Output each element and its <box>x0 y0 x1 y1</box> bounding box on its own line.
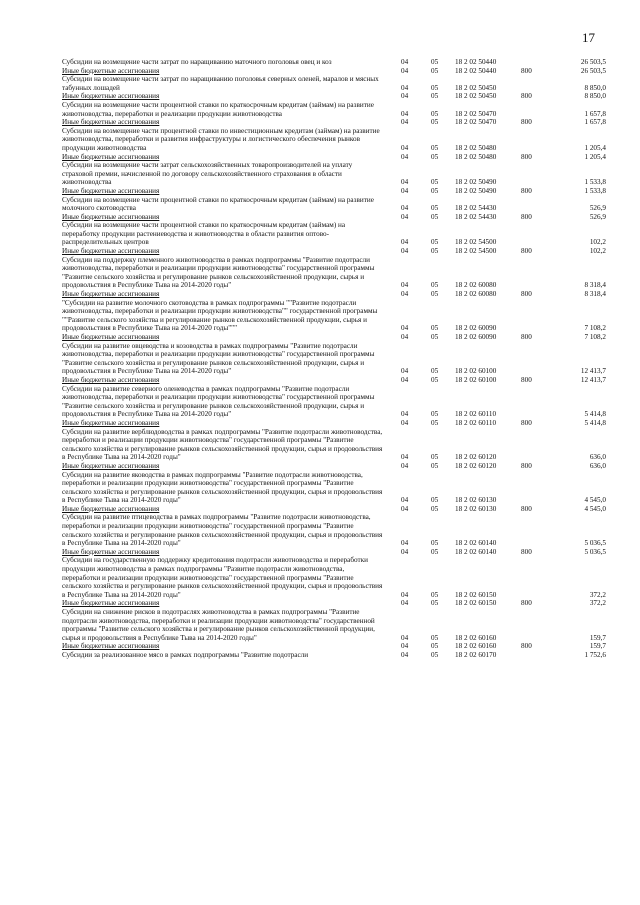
row-section-code: 04 <box>401 212 409 221</box>
table-row <box>0 333 640 342</box>
table-row <box>0 513 640 547</box>
row-subsection-code: 05 <box>431 178 439 187</box>
table-row <box>0 299 640 333</box>
row-expense-type: 800 <box>521 212 532 221</box>
row-section-code: 04 <box>401 547 409 556</box>
row-section-code: 04 <box>401 453 409 462</box>
row-target-article: 18 2 02 60140 <box>455 539 497 548</box>
row-subsection-code: 05 <box>431 504 439 513</box>
table-row <box>0 101 640 118</box>
table-row <box>0 247 640 256</box>
row-expense-type: 800 <box>521 118 532 127</box>
row-amount: 8 850,0 <box>584 83 606 92</box>
row-target-article: 18 2 02 54430 <box>455 212 497 221</box>
row-target-article: 18 2 02 50480 <box>455 143 497 152</box>
table-row <box>0 505 640 514</box>
table-row <box>0 608 640 642</box>
row-amount: 8 318,4 <box>584 290 606 299</box>
row-target-article: 18 2 02 60150 <box>455 590 497 599</box>
row-subsection-code: 05 <box>431 642 439 651</box>
row-section-code: 04 <box>401 83 409 92</box>
row-section-code: 04 <box>401 247 409 256</box>
row-name: Субсидии на возмещение части затрат по наращиванию маточного поголовья овец и коз <box>62 58 332 66</box>
row-subsection-code: 05 <box>431 590 439 599</box>
row-amount: 4 545,0 <box>584 504 606 513</box>
budget-table <box>0 58 640 660</box>
row-amount: 102,2 <box>589 238 606 247</box>
row-subsection-code: 05 <box>431 66 439 75</box>
row-name: Иные бюджетные ассигнования <box>62 247 160 256</box>
row-section-code: 04 <box>401 143 409 152</box>
row-name: Субсидии на возмещение части затрат по наращиванию поголовья северных оленей, маралов и мясных табунных лошадей <box>62 75 379 92</box>
row-target-article: 18 2 02 60130 <box>455 504 497 513</box>
row-expense-type: 800 <box>521 461 532 470</box>
row-section-code: 04 <box>401 590 409 599</box>
row-name: Субсидии на развитие птицеводства в рамках подпрограммы "Развитие подотрасли животноводства, переработки и реализации продукции животноводства" государственной программы "Развитие сельского хозяйства и регулирование рынков сельскохозяйственной продукции, сырья и продовольствия в Республике Тыва на 2014-2020 годы" <box>62 513 383 548</box>
row-section-code: 04 <box>401 290 409 299</box>
row-name: Иные бюджетные ассигнования <box>62 642 160 651</box>
row-expense-type: 800 <box>521 247 532 256</box>
table-row <box>0 599 640 608</box>
row-name: Иные бюджетные ассигнования <box>62 152 160 161</box>
row-section-code: 04 <box>401 333 409 341</box>
row-name: Иные бюджетные ассигнования <box>62 504 160 513</box>
row-subsection-code: 05 <box>431 496 439 505</box>
row-amount: 372,2 <box>589 590 606 599</box>
table-row <box>0 213 640 222</box>
row-target-article: 18 2 02 60120 <box>455 453 497 462</box>
row-amount: 26 503,5 <box>580 66 606 75</box>
row-subsection-code: 05 <box>431 547 439 556</box>
row-subsection-code: 05 <box>431 247 439 256</box>
row-name: Иные бюджетные ассигнования <box>62 118 160 127</box>
row-section-code: 04 <box>401 410 409 419</box>
row-subsection-code: 05 <box>431 83 439 92</box>
table-row <box>0 58 640 67</box>
row-subsection-code: 05 <box>431 367 439 376</box>
row-name: Субсидии на возмещение части затрат сельскохозяйственных товаропроизводителей на уплату страховой премии, начисленной по договору сельскохозяйственного страхования в области животноводства <box>62 161 353 187</box>
row-target-article: 18 2 02 60090 <box>455 324 497 333</box>
row-section-code: 04 <box>401 375 409 384</box>
row-section-code: 04 <box>401 109 409 118</box>
row-subsection-code: 05 <box>431 599 439 608</box>
table-row <box>0 556 640 599</box>
row-expense-type: 800 <box>521 186 532 195</box>
page-number: 17 <box>582 30 595 45</box>
row-section-code: 04 <box>401 238 409 247</box>
row-name: Субсидии на возмещение части процентной ставки по краткосрочным кредитам (займам) на развитие молочного скотоводства <box>62 195 374 213</box>
table-row <box>0 290 640 299</box>
row-target-article: 18 2 02 50440 <box>455 58 497 66</box>
row-name: Иные бюджетные ассигнования <box>62 375 160 384</box>
table-row <box>0 376 640 385</box>
table-row <box>0 221 640 247</box>
row-name: Субсидии на развитие яководства в рамках подпрограммы "Развитие подотрасли животноводства, переработки и реализации продукции животноводства" государственной программы "Развитие сельского хозяйства и регулирование рынков сельскохозяйственной продукции, сырья и продовольствия в Республике Тыва на 2014-2020 годы" <box>62 470 383 505</box>
row-subsection-code: 05 <box>431 410 439 419</box>
row-subsection-code: 05 <box>431 92 439 101</box>
row-amount: 526,9 <box>589 212 606 221</box>
row-target-article: 18 2 02 60140 <box>455 547 497 556</box>
row-section-code: 04 <box>401 152 409 161</box>
row-subsection-code: 05 <box>431 152 439 161</box>
row-section-code: 04 <box>401 118 409 127</box>
row-name: Субсидии на возмещение части процентной ставки по краткосрочным кредитам (займам) на переработку продукции растениеводства и животноводства в области развития оптово-распределительных центров <box>62 221 346 247</box>
row-name: Субсидии на развитие овцеводства и козоводства в рамках подпрограммы "Развитие подотрасли животноводства, переработки и реализации продукции животноводства" государственной программы "Развитие сельского хозяйства и регулирование рынков сельскохозяйственной продукции, сырья и продовольствия в Республике Тыва на 2014-2020 годы" <box>62 341 375 376</box>
row-amount: 4 545,0 <box>584 496 606 505</box>
row-amount: 7 108,2 <box>584 333 606 341</box>
row-name: Субсидии на поддержку племенного животноводства в рамках подпрограммы "Развитие подотрасли животноводства, переработки и реализации продукции животноводства" государственной программы "Развитие сельского хозяйства и регулирование рынков сельскохозяйственной продукции, сырья и продовольствия в Республике Тыва на 2014-2020 годы" <box>62 255 375 290</box>
row-name: Субсидии на возмещение части процентной ставки по краткосрочным кредитам (займам) на развитие животноводства, переработки и реализации продукции животноводства <box>62 100 374 118</box>
table-row <box>0 651 640 660</box>
row-section-code: 04 <box>401 418 409 427</box>
row-amount: 1 752,6 <box>584 650 606 659</box>
table-row <box>0 75 640 92</box>
row-amount: 636,0 <box>589 461 606 470</box>
row-subsection-code: 05 <box>431 333 439 341</box>
table-row <box>0 342 640 376</box>
row-subsection-code: 05 <box>431 186 439 195</box>
table-row <box>0 462 640 471</box>
row-target-article: 18 2 02 50470 <box>455 118 497 127</box>
row-subsection-code: 05 <box>431 118 439 127</box>
row-target-article: 18 2 02 60120 <box>455 461 497 470</box>
row-subsection-code: 05 <box>431 633 439 642</box>
row-target-article: 18 2 02 60100 <box>455 375 497 384</box>
row-target-article: 18 2 02 60110 <box>455 410 497 419</box>
table-row <box>0 67 640 76</box>
row-amount: 5 036,5 <box>584 539 606 548</box>
table-row <box>0 127 640 153</box>
row-target-article: 18 2 02 50450 <box>455 83 497 92</box>
table-row <box>0 642 640 651</box>
row-name: Иные бюджетные ассигнования <box>62 418 160 427</box>
row-subsection-code: 05 <box>431 290 439 299</box>
row-section-code: 04 <box>401 281 409 290</box>
row-section-code: 04 <box>401 58 409 66</box>
row-amount: 372,2 <box>589 599 606 608</box>
row-section-code: 04 <box>401 461 409 470</box>
row-name: "Субсидии на развитие молочного скотоводства в рамках подпрограммы ""Развитие подотрасли животноводства, переработки и реализации продукции животноводства"" государственной программы ""Развитие сельского хозяйства и регулирование рынков сельскохозяйственной продукции, сырья и продовольствия в Республике Тыва на 2014-2020 годы""" <box>62 298 378 333</box>
row-expense-type: 800 <box>521 642 532 651</box>
row-target-article: 18 2 02 54430 <box>455 204 497 213</box>
row-section-code: 04 <box>401 178 409 187</box>
row-amount: 102,2 <box>589 247 606 256</box>
table-row <box>0 419 640 428</box>
row-target-article: 18 2 02 54500 <box>455 247 497 256</box>
row-target-article: 18 2 02 50490 <box>455 186 497 195</box>
row-amount: 526,9 <box>589 204 606 213</box>
row-section-code: 04 <box>401 496 409 505</box>
row-section-code: 04 <box>401 650 409 659</box>
table-row <box>0 428 640 462</box>
row-amount: 636,0 <box>589 453 606 462</box>
row-expense-type: 800 <box>521 599 532 608</box>
row-amount: 12 413,7 <box>580 367 606 376</box>
row-subsection-code: 05 <box>431 109 439 118</box>
row-amount: 26 503,5 <box>580 58 606 66</box>
table-row <box>0 187 640 196</box>
row-subsection-code: 05 <box>431 539 439 548</box>
row-target-article: 18 2 02 60110 <box>455 418 497 427</box>
row-name: Иные бюджетные ассигнования <box>62 186 160 195</box>
table-row <box>0 153 640 162</box>
table-row <box>0 161 640 187</box>
row-name: Субсидии за реализованное мясо в рамках подпрограммы "Развитие подотрасли <box>62 650 309 659</box>
row-subsection-code: 05 <box>431 650 439 659</box>
row-target-article: 18 2 02 60160 <box>455 633 497 642</box>
row-target-article: 18 2 02 60090 <box>455 333 497 341</box>
row-target-article: 18 2 02 50490 <box>455 178 497 187</box>
row-name: Иные бюджетные ассигнования <box>62 547 160 556</box>
row-subsection-code: 05 <box>431 453 439 462</box>
row-subsection-code: 05 <box>431 281 439 290</box>
row-name: Субсидии на государственную поддержку кредитования подотрасли животноводства и переработки продукции животноводства в рамках подпрограммы "Развитие подотрасли животноводства, переработки и реализации продукции животноводства" государственной программы "Развитие сельского хозяйства и регулирование рынков сельскохозяйственной продукции, сырья и продовольствия в Республике Тыва на 2014-2020 годы" <box>62 556 383 599</box>
row-subsection-code: 05 <box>431 143 439 152</box>
row-name: Иные бюджетные ассигнования <box>62 461 160 470</box>
row-subsection-code: 05 <box>431 461 439 470</box>
row-section-code: 04 <box>401 599 409 608</box>
row-section-code: 04 <box>401 539 409 548</box>
row-target-article: 18 2 02 60170 <box>455 650 497 659</box>
row-expense-type: 800 <box>521 333 532 341</box>
row-subsection-code: 05 <box>431 212 439 221</box>
row-target-article: 18 2 02 60080 <box>455 281 497 290</box>
row-target-article: 18 2 02 60150 <box>455 599 497 608</box>
row-name: Субсидии на снижение рисков в подотраслях животноводства в рамках подпрограммы "Развитие подотрасли животноводства, переработки и реализации продукции животноводства" государственной программы "Развитие сельского хозяйства и регулирование рынков сельскохозяйственной продукции, сырья и продовольствия в Республике Тыва на 2014-2020 годы" <box>62 608 375 642</box>
row-section-code: 04 <box>401 633 409 642</box>
row-name: Иные бюджетные ассигнования <box>62 212 160 221</box>
row-section-code: 04 <box>401 66 409 75</box>
row-amount: 5 414,8 <box>584 410 606 419</box>
row-expense-type: 800 <box>521 290 532 299</box>
row-section-code: 04 <box>401 324 409 333</box>
row-target-article: 18 2 02 50480 <box>455 152 497 161</box>
row-expense-type: 800 <box>521 375 532 384</box>
row-amount: 5 414,8 <box>584 418 606 427</box>
row-name: Субсидии на развитие верблюдоводства в рамках подпрограммы "Развитие подотрасли животноводства, переработки и реализации продукции животноводства" государственной программы "Развитие сельского хозяйства и регулирование рынков сельскохозяйственной продукции, сырья и продовольствия в Республике Тыва на 2014-2020 годы" <box>62 427 383 462</box>
row-section-code: 04 <box>401 367 409 376</box>
table-row <box>0 92 640 101</box>
row-target-article: 18 2 02 60130 <box>455 496 497 505</box>
row-expense-type: 800 <box>521 92 532 101</box>
row-target-article: 18 2 02 50450 <box>455 92 497 101</box>
row-subsection-code: 05 <box>431 324 439 333</box>
row-expense-type: 800 <box>521 547 532 556</box>
row-target-article: 18 2 02 50470 <box>455 109 497 118</box>
row-amount: 159,7 <box>589 642 606 651</box>
row-amount: 7 108,2 <box>584 324 606 333</box>
row-target-article: 18 2 02 54500 <box>455 238 497 247</box>
table-row <box>0 548 640 557</box>
row-name: Иные бюджетные ассигнования <box>62 599 160 608</box>
row-amount: 1 657,8 <box>584 109 606 118</box>
row-amount: 1 205,4 <box>584 143 606 152</box>
row-amount: 1 533,8 <box>584 186 606 195</box>
row-section-code: 04 <box>401 186 409 195</box>
row-amount: 1 205,4 <box>584 152 606 161</box>
table-row <box>0 471 640 505</box>
row-subsection-code: 05 <box>431 375 439 384</box>
row-target-article: 18 2 02 60080 <box>455 290 497 299</box>
row-amount: 12 413,7 <box>580 375 606 384</box>
row-section-code: 04 <box>401 642 409 651</box>
row-name: Иные бюджетные ассигнования <box>62 92 160 101</box>
table-row <box>0 118 640 127</box>
row-name: Субсидии на возмещение части процентной ставки по инвестиционным кредитам (займам) на развитие животноводства, переработки и развития инфраструктуры и логистического обеспечения рынков продукции животноводства <box>62 126 380 152</box>
row-expense-type: 800 <box>521 504 532 513</box>
row-target-article: 18 2 02 50440 <box>455 66 497 75</box>
table-row <box>0 196 640 213</box>
row-name: Иные бюджетные ассигнования <box>62 66 160 75</box>
row-name: Субсидии на развитие северного оленеводства в рамках подпрограммы "Развитие подотрасли животноводства, переработки и реализации продукции животноводства" государственной программы "Развитие сельского хозяйства и регулирование рынков сельскохозяйственной продукции, сырья и продовольствия в Республике Тыва на 2014-2020 годы" <box>62 384 375 419</box>
row-amount: 159,7 <box>589 633 606 642</box>
row-section-code: 04 <box>401 204 409 213</box>
row-target-article: 18 2 02 60100 <box>455 367 497 376</box>
row-amount: 8 850,0 <box>584 92 606 101</box>
row-target-article: 18 2 02 60160 <box>455 642 497 651</box>
row-section-code: 04 <box>401 92 409 101</box>
row-subsection-code: 05 <box>431 418 439 427</box>
row-amount: 5 036,5 <box>584 547 606 556</box>
row-name: Иные бюджетные ассигнования <box>62 333 160 341</box>
row-amount: 1 657,8 <box>584 118 606 127</box>
row-section-code: 04 <box>401 504 409 513</box>
table-row <box>0 256 640 290</box>
table-row <box>0 385 640 419</box>
row-expense-type: 800 <box>521 66 532 75</box>
row-subsection-code: 05 <box>431 58 439 66</box>
row-amount: 1 533,8 <box>584 178 606 187</box>
row-expense-type: 800 <box>521 418 532 427</box>
row-subsection-code: 05 <box>431 204 439 213</box>
row-subsection-code: 05 <box>431 238 439 247</box>
row-name: Иные бюджетные ассигнования <box>62 290 160 299</box>
row-expense-type: 800 <box>521 152 532 161</box>
row-amount: 8 318,4 <box>584 281 606 290</box>
